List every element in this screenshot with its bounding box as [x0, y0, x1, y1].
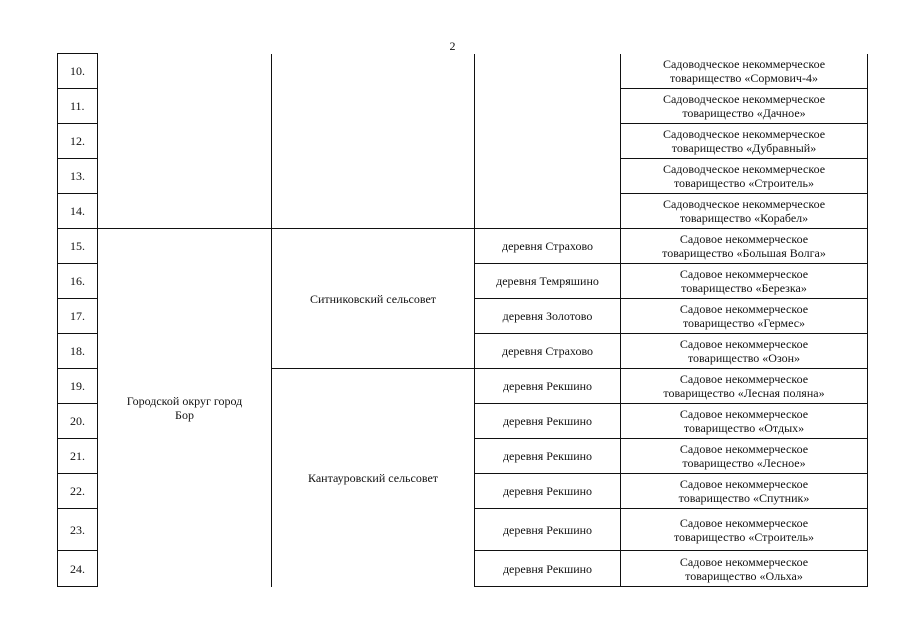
organization-cell: [621, 194, 868, 229]
organization-name: товарищество «Гермес»: [682, 316, 806, 330]
village-cell: деревня Темряшино: [475, 264, 621, 299]
organization-name: товарищество «Дубравный»: [671, 141, 817, 155]
row-number: 24.: [58, 551, 98, 587]
organization-name: товарищество «Большая Волга»: [662, 246, 826, 260]
organization-cell: [621, 439, 868, 474]
row-number: 18.: [58, 334, 98, 369]
organization-cell: [621, 229, 868, 264]
organization-cell: [621, 89, 868, 124]
row-number: 17.: [58, 299, 98, 334]
organization-cell: [621, 334, 868, 369]
organization-cell: [621, 474, 868, 509]
organization-type: Садовое некоммерческое: [679, 407, 809, 421]
organization-cell: [621, 159, 868, 194]
row-number: 14.: [58, 194, 98, 229]
organization-name: товарищество «Отдых»: [683, 421, 805, 435]
organization-name: товарищество «Спутник»: [678, 491, 810, 505]
organization-cell: [621, 54, 868, 89]
village-cell: деревня Рекшино: [475, 369, 621, 404]
organization-name: товарищество «Ольха»: [685, 568, 803, 583]
organization-type: Садовое некоммерческое: [679, 477, 809, 491]
organization-type: Садовое некоммерческое: [679, 302, 809, 316]
council-cell: [272, 229, 475, 369]
village-cell: деревня Золотово: [475, 299, 621, 334]
row-number: 10.: [58, 54, 98, 89]
organization-name: товарищество «Березка»: [681, 281, 807, 295]
village-cell: деревня Рекшино: [475, 404, 621, 439]
row-number: 13.: [58, 159, 98, 194]
organization-name: товарищество «Лесное»: [682, 456, 806, 470]
row-number: 22.: [58, 474, 98, 509]
row-number: 12.: [58, 124, 98, 159]
district-name-line2: Бор: [175, 407, 194, 422]
organization-type: Садовое некоммерческое: [679, 554, 809, 569]
organization-name: товарищество «Строитель»: [673, 529, 815, 544]
organization-cell: [621, 124, 868, 159]
organization-name: товарищество «Дачное»: [682, 106, 806, 120]
row-number: 23.: [58, 509, 98, 551]
organization-name: товарищество «Лесная поляна»: [663, 386, 825, 400]
village-cell: деревня Рекшино: [475, 439, 621, 474]
organization-cell: [621, 264, 868, 299]
table-row: [58, 229, 868, 264]
district-name-line1: Городской округ город: [126, 393, 243, 408]
organization-cell: [621, 299, 868, 334]
organization-cell: [621, 551, 868, 587]
organization-type: Садовое некоммерческое: [679, 337, 809, 351]
organization-name: товарищество «Корабел»: [679, 211, 809, 225]
village-cell: деревня Страхово: [475, 229, 621, 264]
row-number: 19.: [58, 369, 98, 404]
organization-type: Садовое некоммерческое: [679, 232, 809, 246]
organization-name: товарищество «Озон»: [687, 351, 801, 365]
council-cell: [272, 369, 475, 587]
organization-cell: [621, 369, 868, 404]
row-number: 11.: [58, 89, 98, 124]
village-cell-empty: [475, 54, 621, 229]
organization-name: товарищество «Строитель»: [673, 176, 815, 190]
organization-type: Садоводческое некоммерческое: [662, 162, 826, 176]
council-name: Ситниковский сельсовет: [309, 291, 437, 306]
row-number: 20.: [58, 404, 98, 439]
council-cell-empty: [272, 54, 475, 229]
row-number: 15.: [58, 229, 98, 264]
district-cell: [98, 229, 272, 587]
page-number: 2: [449, 39, 456, 53]
village-cell: деревня Рекшино: [475, 509, 621, 551]
organization-type: Садоводческое некоммерческое: [662, 127, 826, 141]
organization-type: Садовое некоммерческое: [679, 515, 809, 530]
council-name: Кантауровский сельсовет: [307, 470, 439, 485]
village-cell: деревня Страхово: [475, 334, 621, 369]
village-cell: деревня Рекшино: [475, 551, 621, 587]
table-row: [58, 54, 868, 89]
organization-type: Садовое некоммерческое: [679, 442, 809, 456]
district-cell-empty: [98, 54, 272, 229]
organization-name: товарищество «Сормович-4»: [670, 70, 818, 85]
village-cell: деревня Рекшино: [475, 474, 621, 509]
organization-cell: [621, 404, 868, 439]
organization-type: Садоводческое некоммерческое: [662, 197, 826, 211]
organization-type: Садоводческое некоммерческое: [662, 56, 826, 71]
row-number: 21.: [58, 439, 98, 474]
organization-type: Садовое некоммерческое: [679, 372, 809, 386]
row-number: 16.: [58, 264, 98, 299]
organization-type: Садоводческое некоммерческое: [662, 92, 826, 106]
organization-type: Садовое некоммерческое: [679, 267, 809, 281]
organization-cell: [621, 509, 868, 551]
registry-table: [57, 53, 868, 587]
